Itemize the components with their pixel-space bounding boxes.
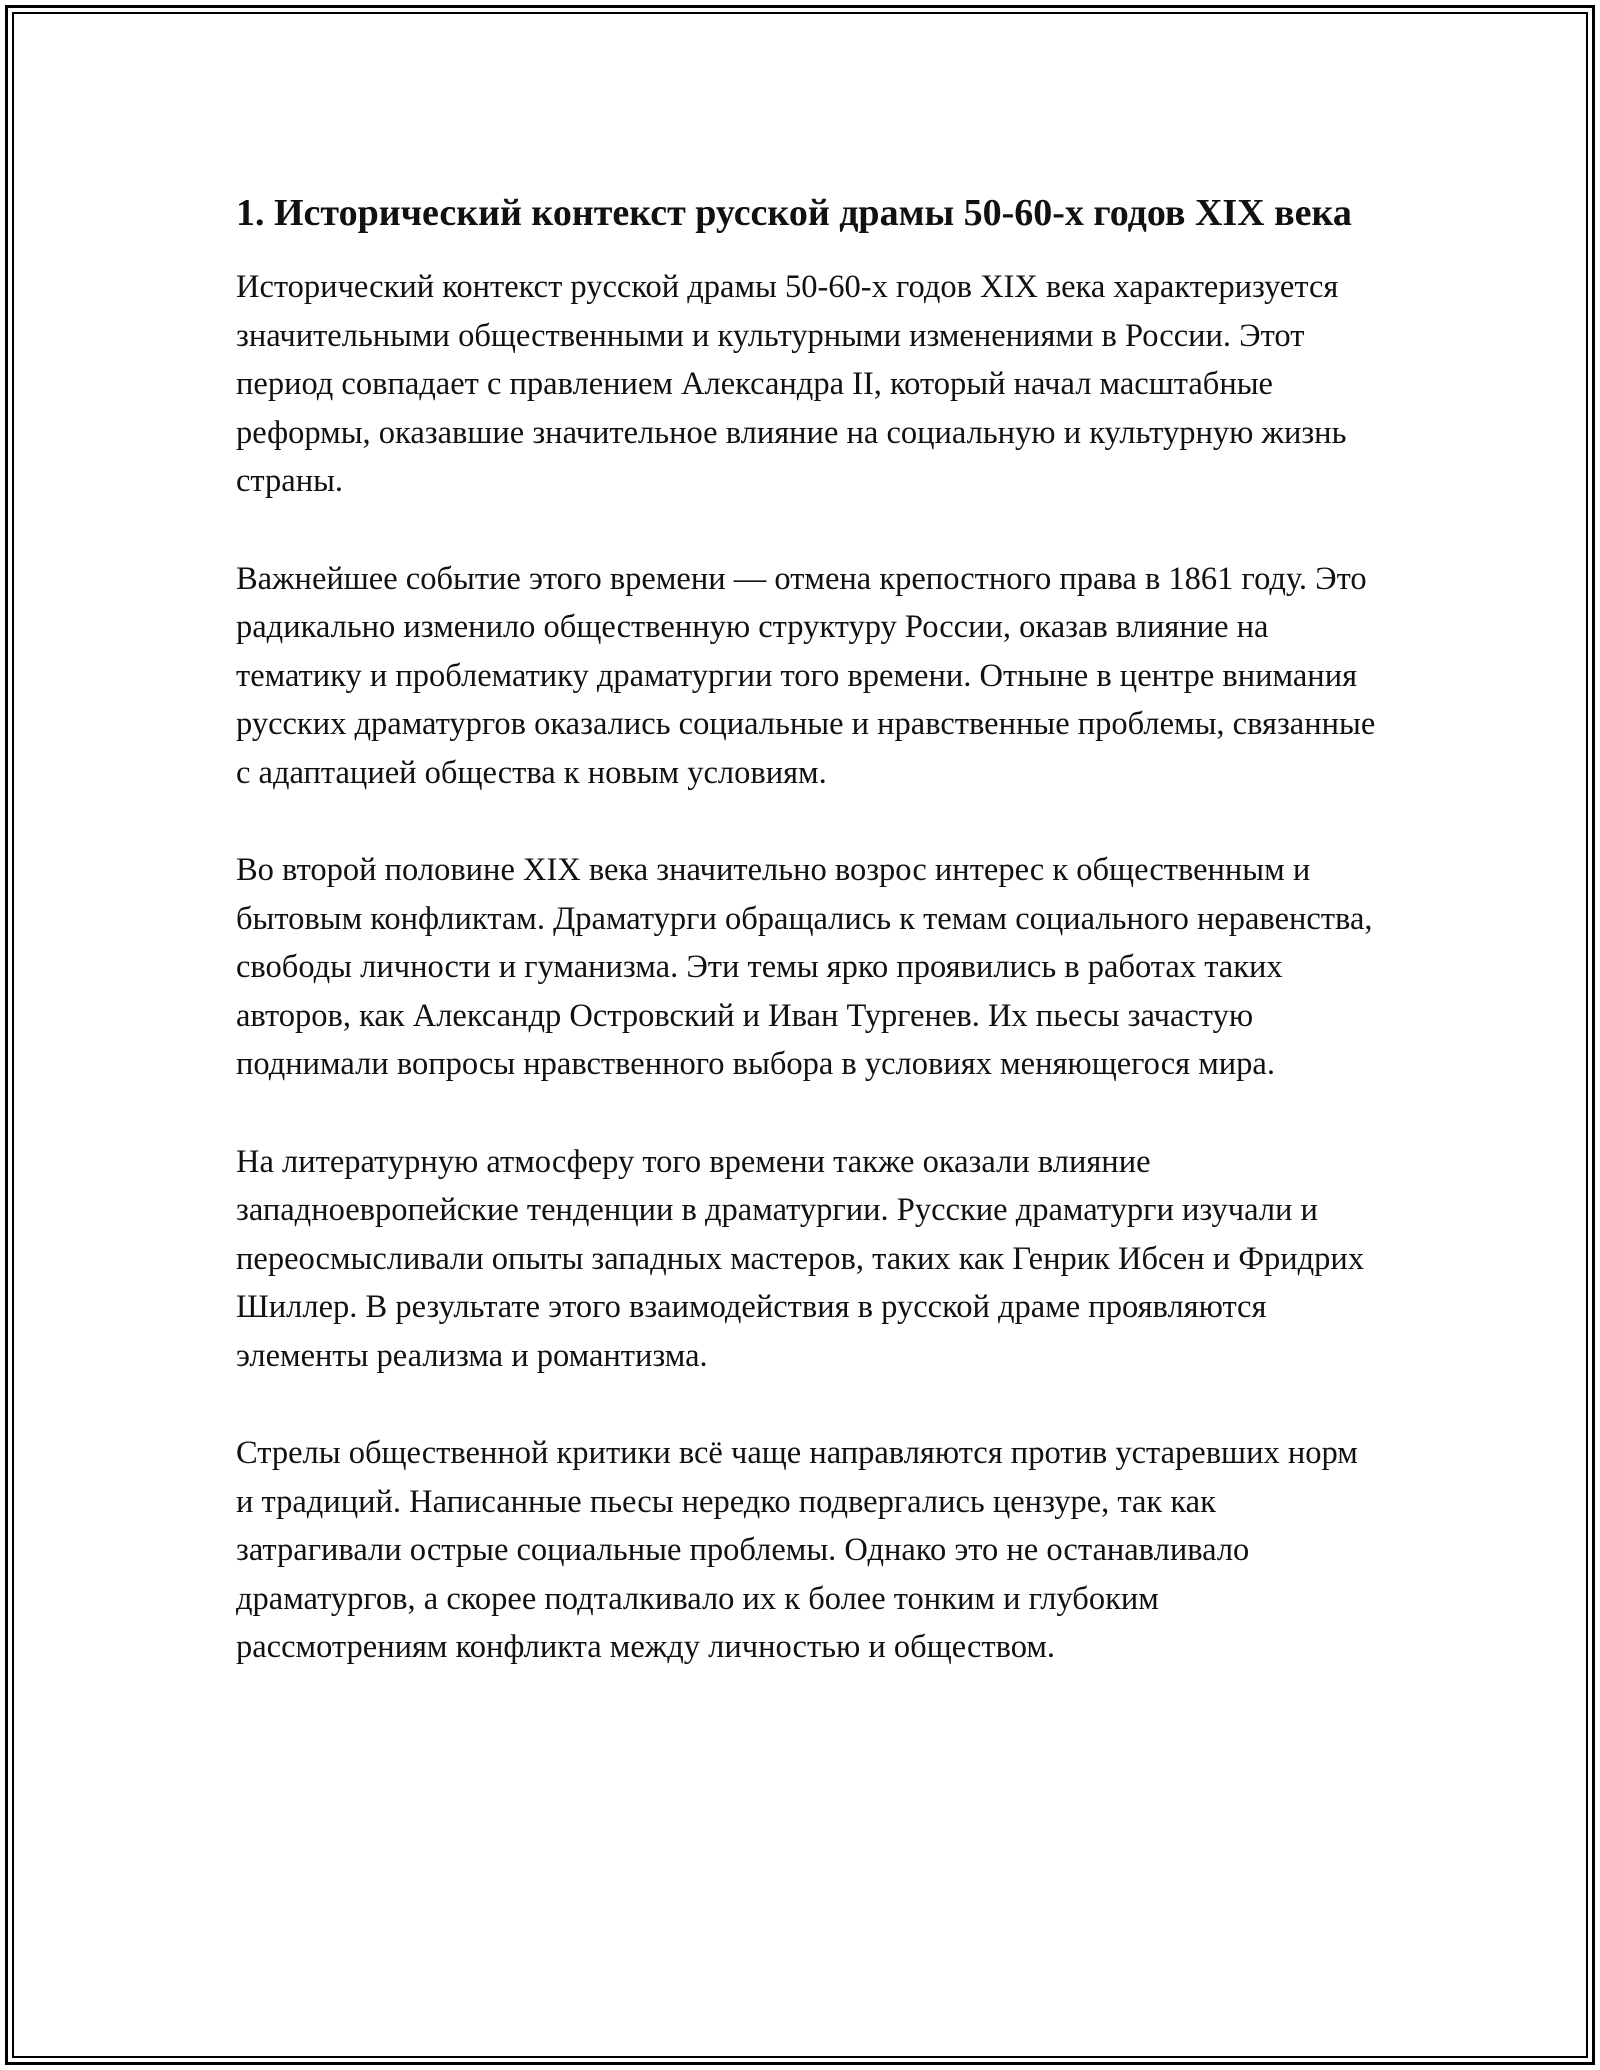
document-body xyxy=(236,186,1376,1721)
paragraph-3: Во второй половине XIX века значительно возрос интерес к общественным и бытовым конфликтам. Драматурги обращались к темам социального неравенства, свободы личности и гуманизма. Эти темы ярко проявились в работах таких авторов, как Александр Островский и Иван Тургенев. Их пьесы зачастую поднимали вопросы нравственного выбора в условиях меняющегося мира. xyxy=(236,852,1373,1082)
paragraph-5: Стрелы общественной критики всё чаще направляются против устаревших норм и традиций. Написанные пьесы нередко подвергались цензуре, так как затрагивали острые социальные проблемы. Однако это не останавливало драматургов, а скорее подталкивало их к более тонким и глубоким рассмотрениям конфликта между личностью и обществом. xyxy=(236,1435,1358,1665)
paragraph-1: Исторический контекст русской драмы 50-60-х годов XIX века характеризуется значительными общественными и культурными изменениями в России. Этот период совпадает с правлением Александра II, который начал масштабные реформы, оказавшие значительное влияние на социальную и культурную жизнь страны. xyxy=(236,269,1347,499)
paragraph-2: Важнейшее событие этого времени — отмена крепостного права в 1861 году. Это радикально изменило общественную структуру России, оказав влияние на тематику и проблематику драматургии того времени. Отныне в центре внимания русских драматургов оказались социальные и нравственные проблемы, связанные с адаптацией общества к новым условиям. xyxy=(236,560,1376,791)
paragraph-4: На литературную атмосферу того времени также оказали влияние западноевропейские тенденции в драматургии. Русские драматурги изучали и переосмысливали опыты западных мастеров, таких как Генрик Ибсен и Фридрих Шиллер. В результате этого взаимодействия в русской драме проявляются элементы реализма и романтизма. xyxy=(236,1143,1365,1374)
section-heading: 1. Исторический контекст русской драмы 50-60-х годов XIX века xyxy=(236,192,1352,234)
